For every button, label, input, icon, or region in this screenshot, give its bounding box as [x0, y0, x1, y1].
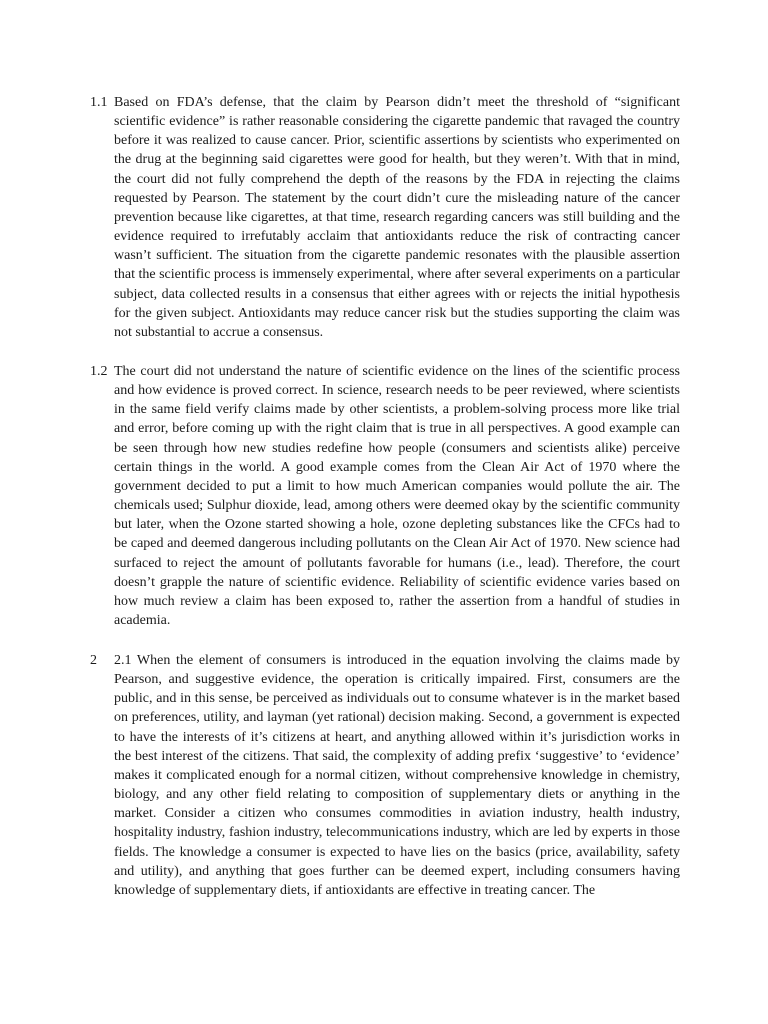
list-item-2 [90, 651, 680, 900]
item-number: 1.2 [90, 364, 108, 379]
list-item-1-2 [90, 362, 680, 630]
item-paragraph: Based on FDA’s defense, that the claim by Pearson didn’t meet the threshold of “significant scientific evidence” is rather reasonable considering the cigarette pandemic that ravaged the country before it was realized to cause cancer. Prior, scientific assertions by scientists who experimented on the drug at the beginning said cigarettes were good for health, but they weren’t. With that in mind, the court did not fully comprehend the depth of the reasons by the FDA in rejecting the claims requested by Pearson. The statement by the court didn’t cure the misleading nature of the cancer prevention because like cigarettes, at that time, research regarding cancers was still building and the evidence required to irrefutably acclaim that antioxidants reduce the risk of contracting cancer wasn’t sufficient. The situation from the cigarette pandemic resonates with the plausible assertion that the scientific process is immensely experimental, where after several experiments on a particular subject, data collected results in a consensus that either agrees with or rejects the initial hypothesis for the given subject. Antioxidants may reduce cancer risk but the studies supporting the claim was not substantial to accrue a consensus. [114, 95, 680, 340]
item-paragraph: The court did not understand the nature of scientific evidence on the lines of the scientific process and how evidence is proved correct. In science, research needs to be peer reviewed, where scientists in the same field verify claims made by other scientists, a problem-solving process more like trial and error, before coming up with the right claim that is true in all perspectives. A good example can be seen through how new studies redefine how people (consumers and scientists alike) perceive certain things in the world. A good example comes from the Clean Air Act of 1970 where the government decided to put a limit to how much American companies would pollute the air. The chemicals used; Sulphur dioxide, lead, among others were deemed okay by the scientific community but later, when the Ozone started showing a hole, ozone depleting substances like the CFCs had to be caped and deemed dangerous including pollutants on the Clean Air Act of 1970. New science had surfaced to reject the amount of pollutants favorable for humans (i.e., lead). Therefore, the court doesn’t grapple the nature of scientific evidence. Reliability of scientific evidence varies based on how much review a claim has been exposed to, rather the assertion from a handful of studies in academia. [114, 364, 680, 629]
item-number: 1.1 [90, 95, 108, 110]
list-item-1-1 [90, 93, 680, 342]
item-paragraph: 2.1 When the element of consumers is introduced in the equation involving the claims made by Pearson, and suggestive evidence, the operation is critically impaired. First, consumers are the public, and in this sense, be perceived as individuals out to consume whatever is in the market based on preferences, utility, and layman (yet rational) decision making. Second, a government is expected to have the interests of it’s citizens at heart, and anything allowed within it’s jurisdiction works in the best interest of the citizens. That said, the complexity of adding prefix ‘suggestive’ to ‘evidence’ makes it complicated enough for a normal citizen, without comprehensive knowledge in chemistry, biology, and any other field relating to composition of supplementary diets or anything in the market. Consider a citizen who consumes commodities in aviation industry, health industry, hospitality industry, fashion industry, telecommunications industry, which are led by experts in those fields. The knowledge a consumer is expected to have lies on the basics (price, availability, safety and utility), and anything that goes further can be deemed expert, including consumers having knowledge of supplementary diets, if antioxidants are effective in treating cancer. The [114, 653, 680, 898]
item-number: 2 [90, 653, 97, 668]
